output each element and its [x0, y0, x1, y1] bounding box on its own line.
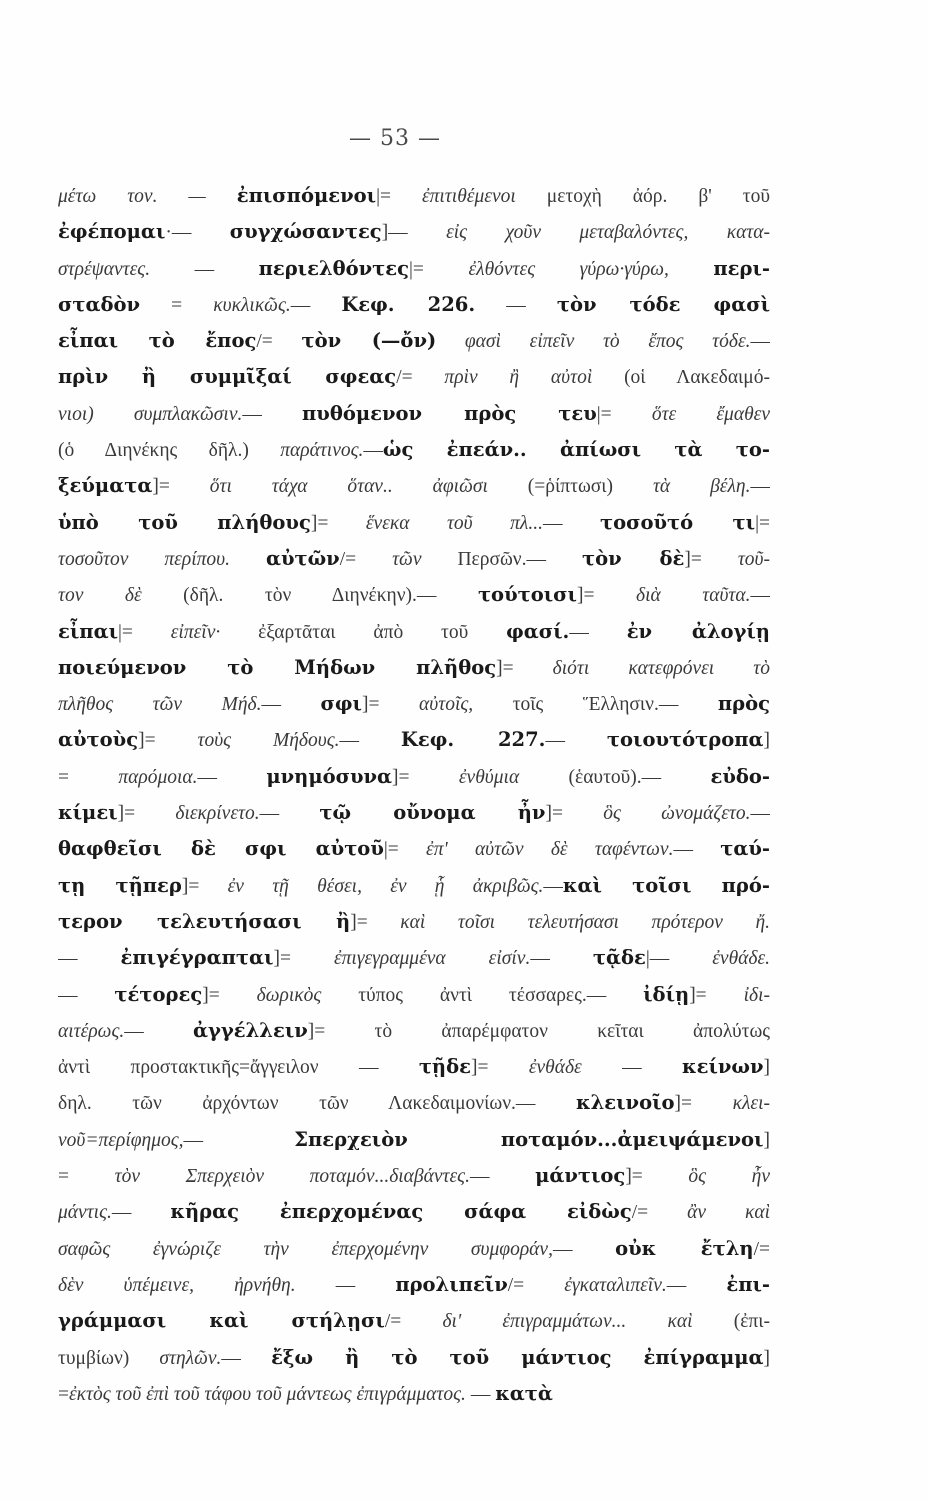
- gloss-text: ἐπιγεγραμμένα εἰσίν.: [333, 948, 531, 970]
- plain-text: ]=: [152, 476, 210, 498]
- plain-text: —: [469, 1166, 536, 1188]
- plain-text: =: [58, 766, 119, 788]
- plain-text: τοῖς Ἕλλησιν.—: [512, 694, 718, 716]
- plain-text: —: [290, 294, 342, 316]
- plain-text: (ἑαυτοῦ).—: [568, 766, 711, 788]
- plain-text: ]= τὸ ἀπαρέμφατον κεῖται ἀπολύτως: [307, 1020, 770, 1042]
- gloss-text: πρὶν ἢ αὐτοὶ: [444, 367, 625, 389]
- text-line: [58, 940, 770, 976]
- plain-text: τύπος ἀντὶ τέσσαρες.—: [358, 984, 644, 1006]
- gloss-text: δὲν ὑπέμεινε, ἠρνήθη.: [58, 1274, 296, 1296]
- lemma-text: μάντιος: [535, 1164, 626, 1188]
- plain-text: /=: [507, 1274, 565, 1296]
- gloss-text: τοῦ-: [737, 548, 770, 570]
- text-line: [58, 614, 770, 650]
- gloss-text: ὅτι τάχα ὅταν.. ἀφιῶσι: [209, 476, 528, 498]
- gloss-text: τῶν: [392, 548, 458, 570]
- plain-text: ]—: [381, 222, 447, 244]
- plain-text: (ἐπι-: [733, 1311, 770, 1333]
- text-line: [58, 396, 770, 432]
- commentary-text: [58, 178, 770, 1412]
- plain-text: /=: [339, 548, 393, 570]
- plain-text: (=ῥίπτωσι): [527, 476, 653, 498]
- text-line: [58, 1340, 770, 1376]
- lemma-text: πρὸς: [717, 692, 770, 716]
- lemma-text: μνημόσυνα: [266, 764, 393, 788]
- gloss-text: στηλῶν.: [159, 1347, 222, 1369]
- lemma-text: πυθόμενον πρὸς τευ: [302, 401, 597, 425]
- plain-text: |=: [596, 403, 652, 425]
- lemma-text: ἐπι-: [726, 1272, 770, 1296]
- gloss-text: ἂν καὶ: [687, 1202, 770, 1224]
- plain-text: |—: [645, 948, 713, 970]
- lemma-text: καὶ τοῖσι πρό-: [562, 873, 770, 897]
- gloss-text: ἕνεκα τοῦ πλ...: [365, 512, 543, 534]
- text-line: [58, 541, 770, 577]
- lemma-text: ἐπισπόμενοι: [236, 184, 377, 207]
- plain-text: —: [183, 1129, 295, 1151]
- text-line: [58, 1158, 770, 1194]
- lemma-text: ἐπιγέγραπται: [120, 946, 274, 970]
- plain-text: /=: [753, 1238, 770, 1260]
- gloss-text: παράτινος.: [280, 440, 364, 462]
- plain-text: —: [465, 1383, 496, 1405]
- lemma-text: τῇδε: [418, 1055, 471, 1079]
- lemma-text: τὸν τόδε φασὶ: [556, 292, 770, 316]
- plain-text: ]=: [684, 548, 738, 570]
- lemma-text: τὸν (—ὄν): [301, 329, 437, 353]
- lemma-text: θαφθεῖσι δὲ σφι αὐτοῦ: [58, 837, 384, 861]
- text-line: [58, 1085, 770, 1121]
- gloss-text: φασὶ εἰπεῖν τὸ ἔπος τόδε.: [436, 331, 751, 353]
- plain-text: —: [750, 803, 770, 825]
- text-line: [58, 1122, 770, 1158]
- gloss-text: καὶ τοῖσι τελευτήσασι πρότερον ἤ.: [400, 911, 770, 933]
- plain-text: μετοχὴ ἀόρ. β' τοῦ: [546, 186, 770, 207]
- plain-text: —: [221, 1347, 272, 1369]
- gloss-text: ἐνθάδε: [528, 1057, 582, 1079]
- lemma-text: κλεινοῖο: [575, 1091, 675, 1115]
- lemma-text: Κεφ. 226.: [341, 292, 476, 316]
- plain-text: —: [569, 621, 627, 643]
- gloss-text: στρέψαντες.: [58, 258, 151, 280]
- plain-text: —: [750, 476, 770, 498]
- gloss-text: δωρικὸς: [256, 984, 359, 1006]
- text-line: [58, 251, 770, 287]
- lemma-text: ξεύματα: [58, 474, 153, 498]
- lemma-text: τῃ τῇπερ: [58, 873, 182, 897]
- lemma-text: ἐν ἀλογίῃ: [626, 619, 770, 643]
- plain-text: (οἱ Λακεδαιμό-: [624, 367, 770, 389]
- plain-text: ]=: [138, 730, 198, 752]
- gloss-text: ὃς ὠνομάζετο.: [603, 803, 751, 825]
- gloss-text: ἐν τῇ θέσει, ἐν ᾗ ἀκριβῶς.: [227, 875, 544, 897]
- plain-text: —: [242, 403, 303, 425]
- lemma-text: εἶπαι: [58, 619, 119, 643]
- text-line: [58, 468, 770, 504]
- plain-text: —: [666, 1274, 727, 1296]
- plain-text: ]=: [545, 803, 604, 825]
- text-line: [58, 505, 770, 541]
- plain-text: ]=: [350, 911, 401, 933]
- lemma-text: τοιουτότροπα: [606, 728, 764, 752]
- plain-text: ]=: [674, 1093, 733, 1115]
- plain-text: ]: [763, 1129, 770, 1151]
- gloss-text: τὰ βέλη.: [652, 476, 751, 498]
- plain-text: |=: [376, 186, 422, 207]
- gloss-text: τον δὲ: [58, 585, 184, 607]
- lemma-text: περιελθόντες: [258, 256, 410, 280]
- text-line: [58, 214, 770, 250]
- gloss-text: νιοι) συμπλακῶσιν.: [58, 403, 243, 425]
- plain-text: ]=: [117, 803, 176, 825]
- lemma-text: Σπερχειὸν ποταμόν...ἀμειψάμενοι: [294, 1127, 764, 1151]
- gloss-text: εἰς χοῦν μεταβαλόντες, κατα-: [446, 222, 770, 244]
- plain-text: |=: [755, 512, 770, 534]
- gloss-text: ὃς ἦν: [688, 1166, 770, 1188]
- text-line: [58, 977, 770, 1013]
- plain-text: Περσῶν.—: [457, 548, 582, 570]
- plain-text: —: [339, 730, 401, 752]
- lemma-text: κατὰ: [495, 1381, 553, 1405]
- text-line: [58, 650, 770, 686]
- text-line: [58, 759, 770, 795]
- gloss-text: μάντις.: [58, 1202, 112, 1224]
- text-line: [58, 359, 770, 395]
- lemma-text: οὐκ ἔτλη: [615, 1236, 754, 1260]
- lemma-text: εἶπαι τὸ ἔπος: [58, 329, 257, 353]
- plain-text: —: [542, 512, 600, 534]
- lemma-text: αὐτοὺς: [58, 728, 139, 752]
- lemma-text: ἐφέπομαι: [58, 220, 166, 244]
- text-line: [58, 1267, 770, 1303]
- gloss-text: ἐνθάδε.: [712, 948, 770, 970]
- gloss-text: τὸν Σπερχειὸν ποταμόν...διαβάντες.: [114, 1166, 470, 1188]
- gloss-text: πλῆθος τῶν Μήδ.: [58, 694, 262, 716]
- plain-text: —: [673, 839, 721, 861]
- text-line: [58, 831, 770, 867]
- lemma-text: τῷ οὔνομα ἦν: [319, 801, 546, 825]
- gloss-text: ἐγκαταλιπεῖν.: [564, 1274, 667, 1296]
- page-number: — 53 —: [349, 126, 441, 151]
- plain-text: —: [111, 1202, 171, 1224]
- lemma-text: τὸν δὲ: [581, 546, 685, 570]
- plain-text: /=: [384, 1311, 443, 1333]
- text-line: [58, 1013, 770, 1049]
- gloss-text: ὅτε ἔμαθεν: [651, 403, 770, 425]
- text-line: [58, 178, 770, 214]
- plain-text: —: [363, 440, 383, 462]
- plain-text: —: [750, 585, 770, 607]
- lemma-text: τέτορες: [114, 982, 203, 1006]
- lemma-text: Κεφ. 227.: [400, 728, 546, 752]
- plain-text: ]=: [625, 1166, 689, 1188]
- plain-text: ]=: [392, 766, 459, 788]
- text-line: [58, 1194, 770, 1230]
- lemma-text: ἀγγέλλειν: [193, 1018, 308, 1042]
- text-line: [58, 795, 770, 831]
- text-line: [58, 722, 770, 758]
- plain-text: —: [261, 694, 321, 716]
- plain-text: (ὁ Διηνέκης δῆλ.): [58, 440, 281, 462]
- plain-text: ]: [763, 730, 770, 752]
- text-line: [58, 323, 770, 359]
- gloss-text: ἐπ' αὐτῶν δὲ ταφέντων.: [426, 839, 674, 861]
- plain-text: ]=: [310, 512, 366, 534]
- plain-text: ]=: [496, 657, 553, 679]
- gloss-text: νοῦ=περίφημος,: [58, 1129, 184, 1151]
- plain-text: |=: [383, 839, 427, 861]
- plain-text: /=: [396, 367, 445, 389]
- plain-text: |=: [409, 258, 469, 280]
- lemma-text: ἰδίῃ: [643, 982, 690, 1006]
- lemma-text: ποιεύμενον τὸ Μήδων πλῆθος: [58, 655, 497, 679]
- plain-text: τυμβίων): [58, 1347, 160, 1369]
- gloss-text: σαφῶς ἐγνώριζε τὴν ἐπερχομένην συμφοράν,: [58, 1238, 553, 1260]
- plain-text: —: [58, 984, 115, 1006]
- lemma-text: ὑπὸ τοῦ πλήθους: [58, 510, 311, 534]
- plain-text: δηλ. τῶν ἀρχόντων τῶν Λακεδαιμονίων.—: [58, 1093, 576, 1115]
- text-line: [58, 432, 770, 468]
- plain-text: —: [581, 1057, 682, 1079]
- text-line: [58, 1049, 770, 1085]
- lemma-text: κῆρας ἐπερχομένας σάφα εἰδὼς: [170, 1200, 632, 1224]
- plain-text: =: [58, 1166, 115, 1188]
- text-line: [58, 287, 770, 323]
- plain-text: —: [259, 803, 320, 825]
- gloss-text: μέτω τον. —: [58, 186, 237, 207]
- lemma-text: ὡς ἐπεάν.. ἀπίωσι τὰ το-: [382, 438, 770, 462]
- lemma-text: συγχώσαντες: [229, 220, 382, 244]
- text-line: [58, 904, 770, 940]
- lemma-text: κείνων: [681, 1055, 764, 1079]
- gloss-text: διότι κατεφρόνει τὸ: [552, 657, 770, 679]
- plain-text: ]: [763, 1057, 770, 1079]
- lemma-text: γράμμασι καὶ στήλῃσι: [58, 1309, 385, 1333]
- gloss-text: κλει-: [732, 1093, 770, 1115]
- plain-text: —: [197, 766, 267, 788]
- plain-text: —: [545, 730, 607, 752]
- plain-text: —: [150, 258, 259, 280]
- plain-text: ]=: [202, 984, 257, 1006]
- gloss-text: αὐτοῖς,: [419, 694, 513, 716]
- lemma-text: ἔξω ἢ τὸ τοῦ μάντιος ἐπίγραμμα: [271, 1345, 764, 1369]
- text-line: [58, 1376, 770, 1412]
- plain-text: ἐξαρτᾶται ἀπὸ τοῦ: [258, 621, 507, 643]
- lemma-text: τερον τελευτήσασι ἢ: [58, 909, 351, 933]
- lemma-text: περι-: [713, 256, 770, 280]
- lemma-text: αὐτῶν: [265, 546, 340, 570]
- text-line: [58, 577, 770, 613]
- gloss-text: διεκρίνετο.: [175, 803, 260, 825]
- gloss-text: ἰδι-: [743, 984, 770, 1006]
- plain-text: ]=: [576, 585, 636, 607]
- gloss-text: διὰ ταῦτα.: [636, 585, 751, 607]
- text-line: [58, 1231, 770, 1267]
- text-line: [58, 1303, 770, 1339]
- text-line: [58, 686, 770, 722]
- lemma-text: πρὶν ἢ συμμῖξαί σφεας: [58, 365, 397, 389]
- gloss-text: αιτέρως.: [58, 1020, 125, 1042]
- plain-text: ]=: [181, 875, 228, 897]
- gloss-text: δι' ἐπιγραμμάτων... καὶ: [442, 1311, 734, 1333]
- gloss-text: παρόμοια.: [118, 766, 198, 788]
- gloss-text: τοὺς Μήδους.: [197, 730, 340, 752]
- plain-text: =: [140, 294, 214, 316]
- plain-text: —: [543, 875, 563, 897]
- plain-text: ·—: [165, 222, 230, 244]
- lemma-text: φασί.: [506, 619, 570, 643]
- plain-text: ]: [763, 1347, 770, 1369]
- plain-text: =: [58, 1383, 69, 1405]
- gloss-text: ἐνθύμια: [458, 766, 569, 788]
- plain-text: —: [750, 331, 770, 353]
- lemma-text: τούτοισι: [477, 583, 577, 607]
- lemma-text: εὐδο-: [710, 764, 770, 788]
- plain-text: —: [475, 294, 557, 316]
- plain-text: ]=: [470, 1057, 529, 1079]
- plain-text: ]=: [273, 948, 334, 970]
- gloss-text: εἰπεῖν·: [170, 621, 259, 643]
- plain-text: —: [58, 948, 121, 970]
- lemma-text: τοσοῦτό τι: [599, 510, 756, 534]
- text-line: [58, 868, 770, 904]
- lemma-text: ταύ-: [720, 837, 770, 861]
- plain-text: (δῆλ. τὸν Διηνέκην).—: [183, 585, 478, 607]
- plain-text: —: [552, 1238, 616, 1260]
- gloss-text: ἐκτὸς τοῦ ἐπὶ τοῦ τάφου τοῦ μάντεως ἐπιγράμματος.: [69, 1383, 466, 1405]
- lemma-text: σταδὸν: [58, 292, 141, 316]
- gloss-text: ἐπιτιθέμενοι: [421, 186, 547, 207]
- gloss-text: ἐλθόντες γύρω·γύρω,: [468, 258, 714, 280]
- gloss-text: τοσοῦτον περίπου.: [58, 548, 266, 570]
- plain-text: ]=: [362, 694, 420, 716]
- plain-text: /=: [256, 331, 302, 353]
- lemma-text: σφι: [320, 692, 362, 716]
- lemma-text: προλιπεῖν: [395, 1272, 508, 1296]
- plain-text: —: [295, 1274, 396, 1296]
- plain-text: |=: [118, 621, 171, 643]
- gloss-text: κυκλικῶς.: [213, 294, 291, 316]
- lemma-text: τᾷδε: [592, 946, 646, 970]
- plain-text: ἀντὶ προστακτικῆς=ἄγγειλον —: [58, 1057, 419, 1079]
- plain-text: /=: [631, 1202, 688, 1224]
- plain-text: —: [124, 1020, 194, 1042]
- plain-text: —: [530, 948, 593, 970]
- lemma-text: κίμει: [58, 801, 118, 825]
- plain-text: ]=: [689, 984, 744, 1006]
